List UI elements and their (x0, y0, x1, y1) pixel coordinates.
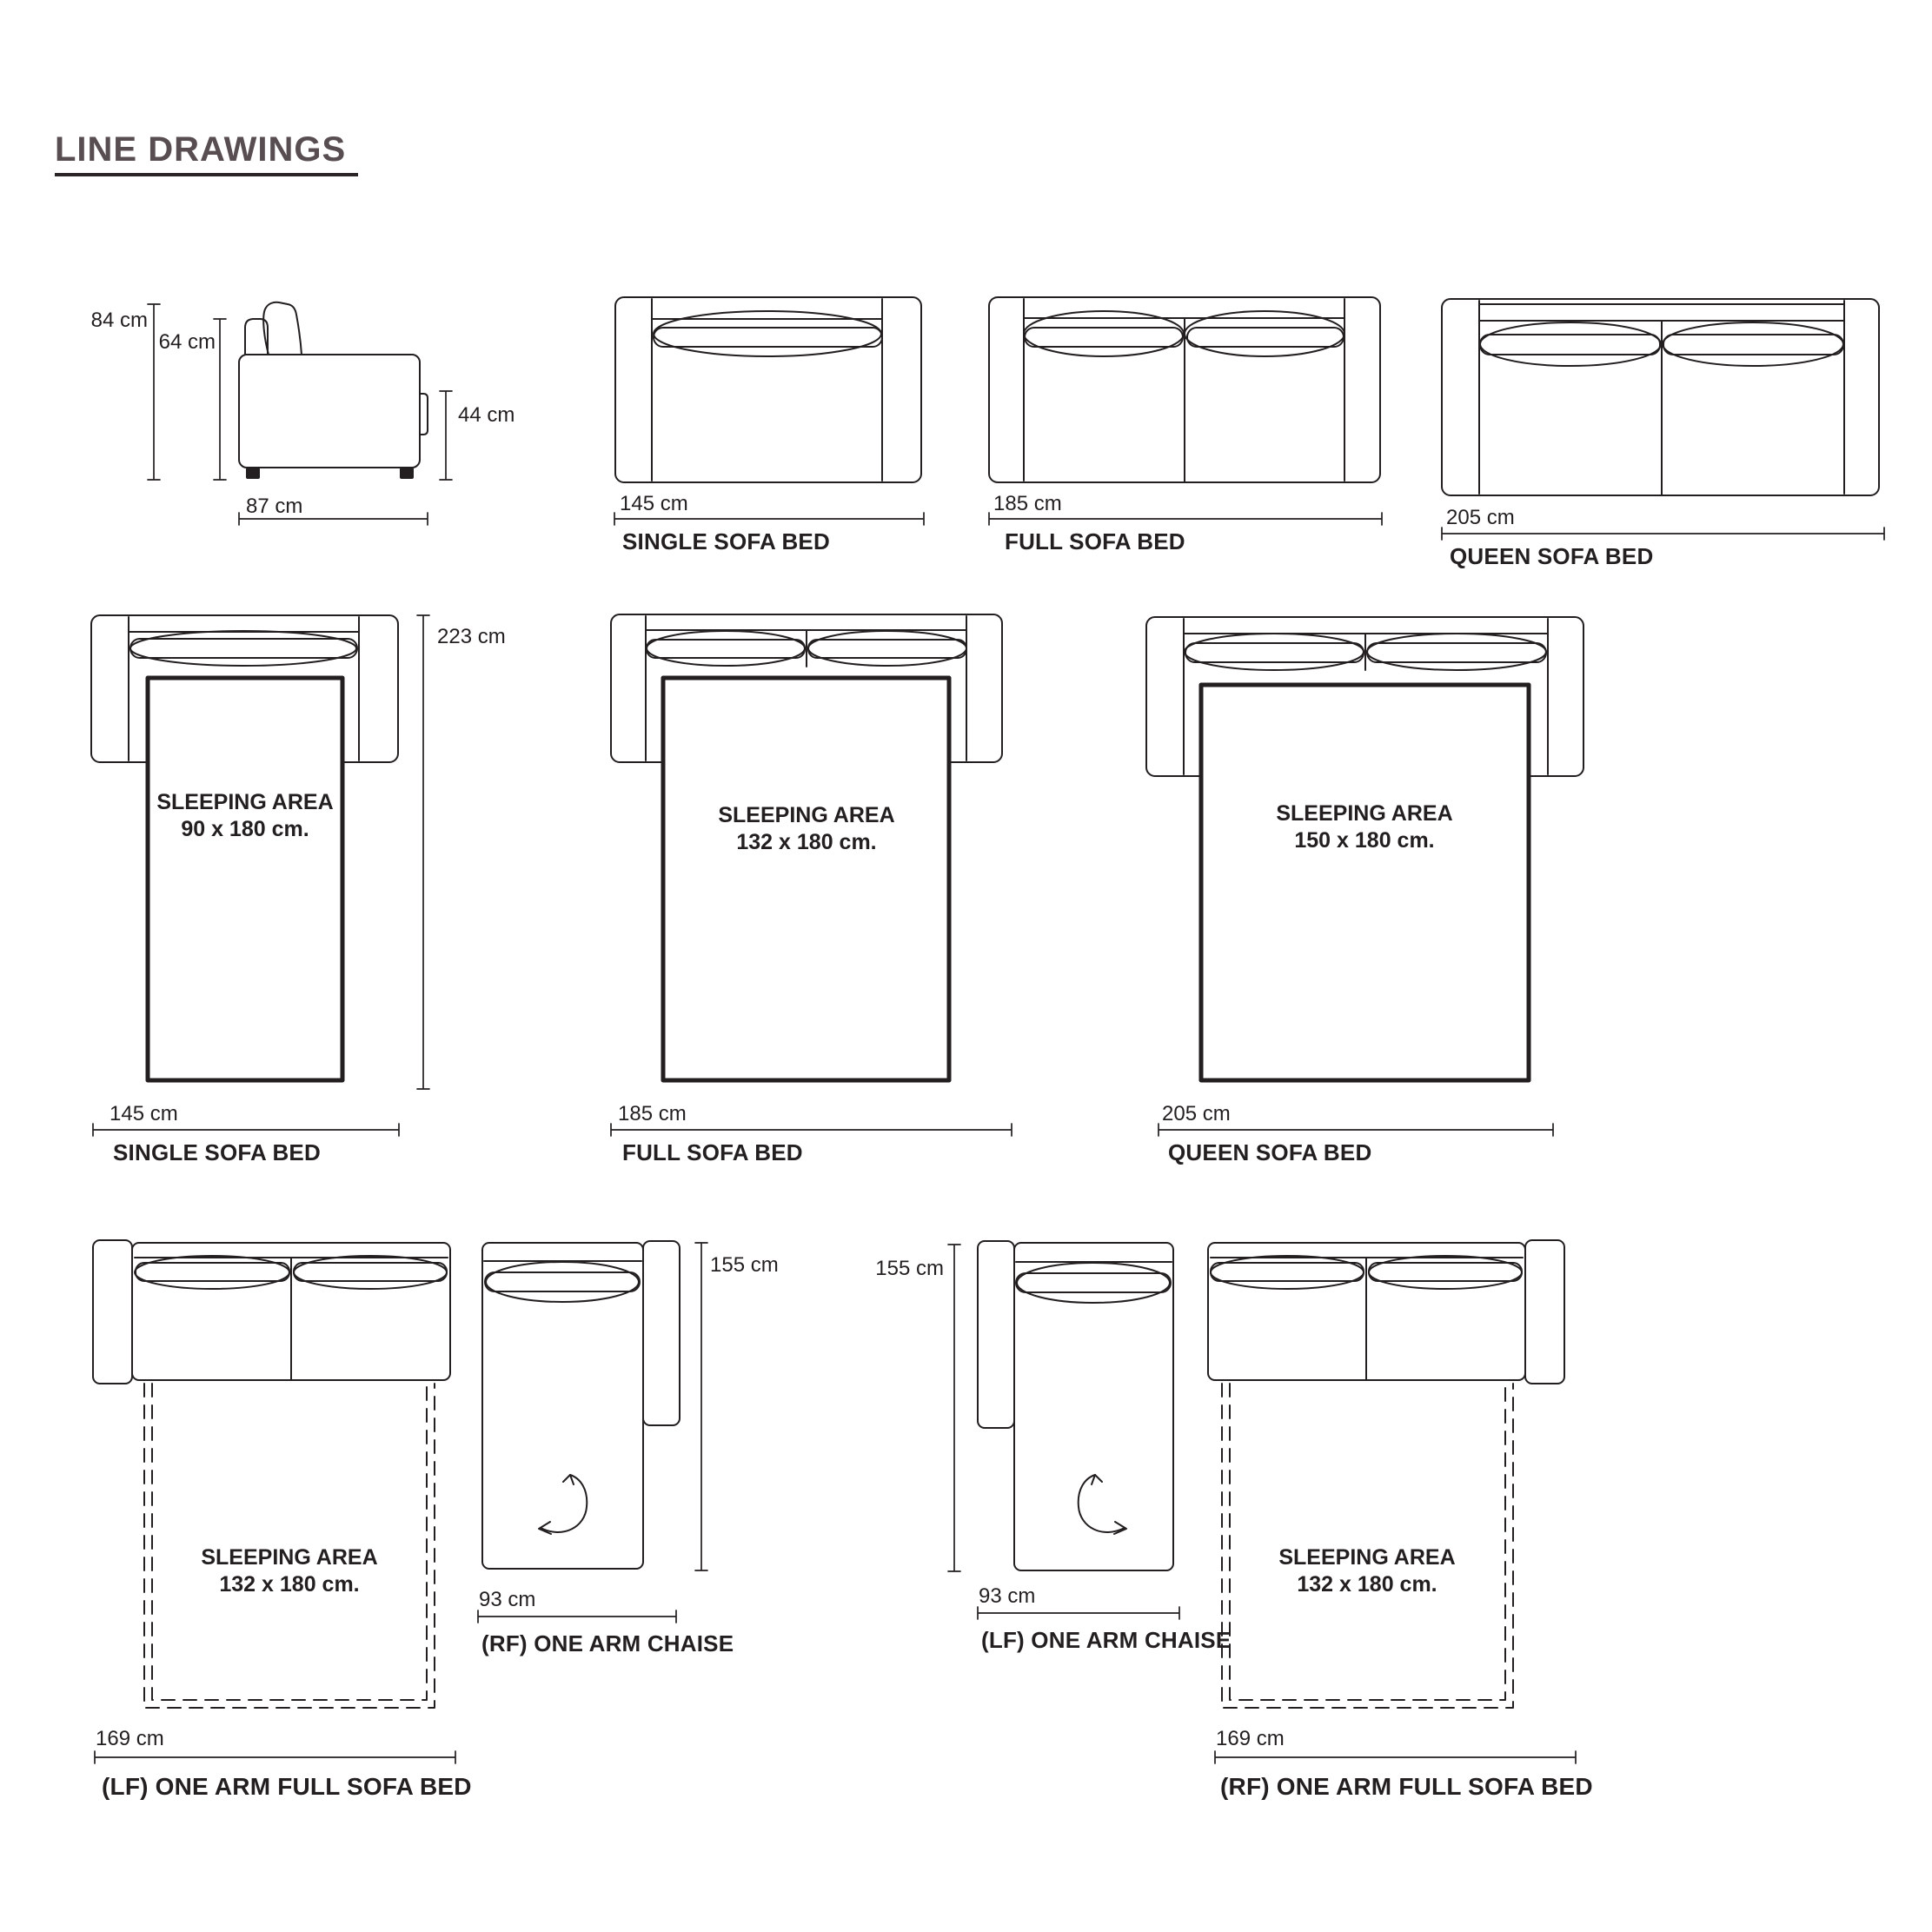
queen-open-sleeping-area-text (1208, 800, 1521, 854)
single-sofa-bed-open-drawing (91, 615, 429, 1136)
side-view-depth-dim: 87 cm (246, 495, 303, 518)
queen-open-label: QUEEN SOFA BED (1168, 1139, 1372, 1165)
lf-full-open-sleeping-area-text (133, 1544, 446, 1598)
sleeping-area-line2: 132 x 180 cm. (1297, 1572, 1437, 1597)
lf-one-arm-chaise-drawing (948, 1241, 1179, 1619)
rf-one-arm-full-sofa-bed-drawing (1208, 1240, 1576, 1763)
single-open-length-dim: 223 cm (437, 625, 506, 648)
queen-closed-label: QUEEN SOFA BED (1450, 543, 1654, 569)
single-closed-label: SINGLE SOFA BED (622, 528, 830, 554)
sleeping-area-line1: SLEEPING AREA (1278, 1545, 1456, 1570)
full-sofa-bed-closed-drawing (989, 297, 1382, 525)
lf-chaise-label: (LF) ONE ARM CHAISE (981, 1627, 1232, 1653)
page-title: LINE DRAWINGS (55, 130, 358, 176)
rf-chaise-label: (RF) ONE ARM CHAISE (481, 1630, 734, 1656)
sleeping-area-line2: 150 x 180 cm. (1294, 828, 1435, 853)
single-open-sleeping-area-text (89, 789, 402, 843)
page-title-wrap (55, 130, 358, 169)
sleeping-area-line1: SLEEPING AREA (718, 803, 895, 827)
queen-sofa-bed-open-drawing (1146, 617, 1583, 1136)
full-closed-width-dim: 185 cm (993, 492, 1062, 515)
sleeping-area-line1: SLEEPING AREA (156, 790, 334, 814)
queen-closed-width-dim: 205 cm (1446, 506, 1515, 529)
full-open-width-dim: 185 cm (618, 1102, 687, 1125)
queen-sofa-bed-closed-drawing (1442, 299, 1884, 540)
rf-full-open-label: (RF) ONE ARM FULL SOFA BED (1220, 1773, 1593, 1800)
lf-full-open-label: (LF) ONE ARM FULL SOFA BED (102, 1773, 472, 1800)
queen-open-width-dim: 205 cm (1162, 1102, 1231, 1125)
full-open-label: FULL SOFA BED (622, 1139, 803, 1165)
side-view-total-height-dim: 84 cm (90, 309, 148, 332)
side-view-back-height-dim: 64 cm (158, 330, 216, 354)
rf-one-arm-chaise-drawing (478, 1241, 707, 1623)
rf-full-open-width-dim: 169 cm (1216, 1727, 1285, 1750)
rf-full-open-sleeping-area-text (1211, 1544, 1524, 1598)
full-sofa-bed-open-drawing (611, 614, 1012, 1136)
lf-one-arm-full-sofa-bed-drawing (93, 1240, 455, 1763)
full-open-sleeping-area-text (650, 802, 963, 856)
sleeping-area-line2: 132 x 180 cm. (219, 1572, 360, 1597)
single-open-label: SINGLE SOFA BED (113, 1139, 321, 1165)
sleeping-area-line2: 132 x 180 cm. (736, 830, 877, 854)
lf-full-open-width-dim: 169 cm (96, 1727, 164, 1750)
full-closed-label: FULL SOFA BED (1005, 528, 1185, 554)
side-view-seat-height-dim: 44 cm (458, 403, 515, 427)
sleeping-area-line2: 90 x 180 cm. (181, 817, 309, 841)
lf-chaise-width-dim: 93 cm (979, 1584, 1036, 1608)
sleeping-area-line1: SLEEPING AREA (201, 1545, 378, 1570)
rf-chaise-length-dim: 155 cm (710, 1253, 779, 1277)
single-sofa-bed-closed-drawing (614, 297, 924, 525)
single-closed-width-dim: 145 cm (620, 492, 688, 515)
lf-chaise-length-dim: 155 cm (875, 1257, 944, 1280)
rf-chaise-width-dim: 93 cm (479, 1588, 536, 1611)
single-open-width-dim: 145 cm (110, 1102, 178, 1125)
sleeping-area-line1: SLEEPING AREA (1276, 801, 1453, 826)
